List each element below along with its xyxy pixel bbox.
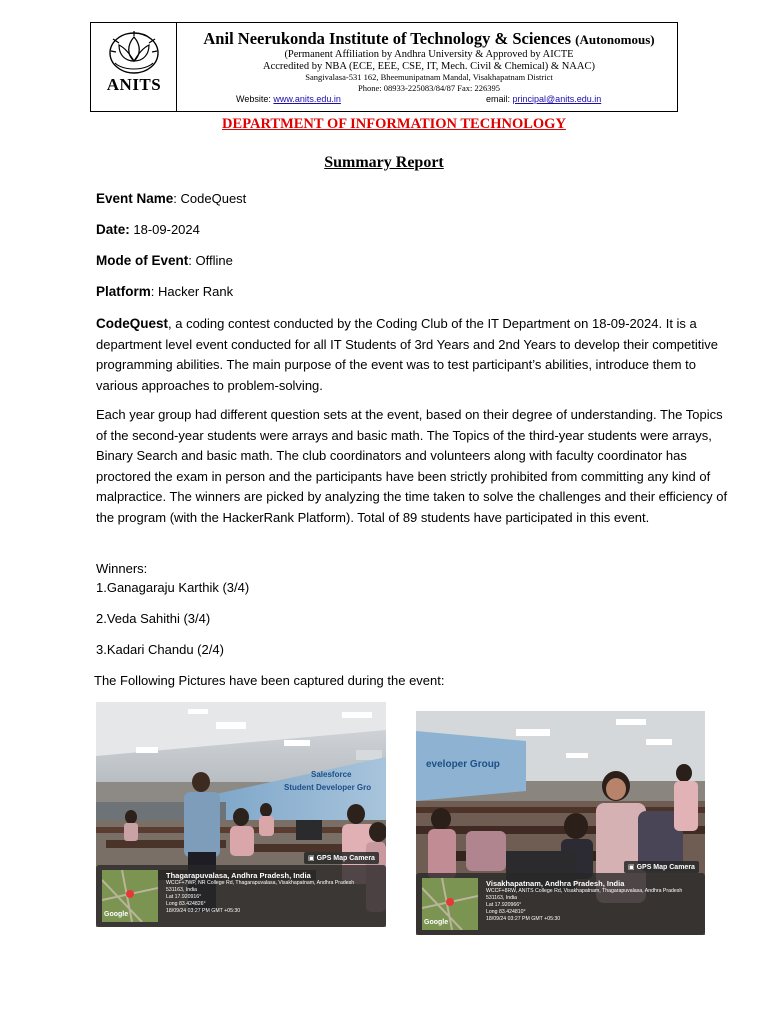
- department-title: DEPARTMENT OF INFORMATION TECHNOLOGY: [222, 116, 566, 132]
- details-paragraph: Each year group had different question sets at the event, based on their degree of understanding. The Topics of the second-year students were arrays and basic math. The Topics of the third-year students were arrays, Binary Search and basic math. The club coordinators and volunteers along with faculty coordinator has proctored the exam in person and the participants have been strictly prohibited from committing any kind of malpractice. The winners are picked by analyzing the time taken to solve the challenges and their efficiency of the program (with the HackerRank Platform). Total of 89 students have participated in this event.: [96, 407, 728, 525]
- winner-item: 3.Kadari Chandu (2/4): [96, 642, 224, 657]
- gps-time: 18/09/24 03:27 PM GMT +05:30: [166, 908, 241, 914]
- gps-pin: 531163, India: [486, 895, 518, 901]
- address-line: Sangivalasa-531 162, Bheemunipatnam Mandal, Visakhapatnam District: [305, 72, 553, 82]
- platform-field: Platform: Hacker Rank: [96, 284, 234, 299]
- gps-time: 18/09/24 03:27 PM GMT +05:30: [486, 916, 561, 922]
- event-photo: [96, 702, 386, 927]
- gps-details: [166, 871, 354, 915]
- autonomous-label: (Autonomous): [575, 32, 655, 47]
- gps-info-card: [416, 873, 705, 935]
- gps-long: Long 83.424810°: [486, 909, 526, 915]
- winners-heading: Winners:: [96, 561, 148, 576]
- google-watermark: Google: [424, 919, 449, 926]
- accreditation-line: Accredited by NBA (ECE, EEE, CSE, IT, Mech. Civil & Chemical) & NAAC): [263, 61, 595, 72]
- camera-icon: ▣: [628, 864, 635, 871]
- gps-place: Visakhapatnam, Andhra Pradesh, India: [486, 879, 625, 888]
- gps-camera-tag: ▣ GPS Map Camera: [304, 852, 379, 864]
- website-link[interactable]: www.anits.edu.in: [273, 94, 341, 104]
- winner-item: 1.Ganagaraju Karthik (3/4): [96, 580, 250, 595]
- website-line: Website: www.anits.edu.in: [236, 94, 341, 104]
- gps-info-card: [96, 865, 386, 927]
- camera-icon: ▣: [308, 855, 315, 862]
- gps-address: WCCF+7WP, NR College Rd, Thagarapuvalasa, Visakhapatnam, Andhra Pradesh: [166, 880, 355, 886]
- lotus-emblem-icon: [99, 29, 169, 77]
- gps-details: [486, 879, 682, 923]
- date-field: Date: 18-09-2024: [96, 222, 200, 237]
- event-name-field: Event Name: CodeQuest: [96, 191, 247, 206]
- institute-name: Anil Neerukonda Institute of Technology & Sciences (Autonomous): [203, 29, 655, 48]
- gps-long: Long 83.424826°: [166, 901, 206, 907]
- pictures-caption: The Following Pictures have been captured during the event:: [94, 673, 445, 688]
- mode-field: Mode of Event: Offline: [96, 253, 233, 268]
- report-title: Summary Report: [324, 154, 444, 171]
- gps-pin: 531163, India: [166, 887, 198, 893]
- gps-address: WCCF+8RW, ANITS College Rd, Visakhapatnam, Thagarapuvalasa, Andhra Pradesh: [486, 888, 683, 894]
- gps-place: Thagarapuvalasa, Andhra Pradesh, India: [166, 871, 311, 880]
- contact-line: Phone: 08933-225083/84/87 Fax: 226395: [358, 83, 500, 93]
- event-photo: [416, 711, 705, 935]
- gps-lat: Lat 17.920916°: [166, 894, 202, 900]
- gps-lat: Lat 17.920966°: [486, 902, 522, 908]
- institute-logo: [91, 23, 177, 111]
- svg-text:eveloper Group: eveloper Group: [426, 759, 500, 770]
- affiliation-line: (Permanent Affiliation by Andhra University & Approved by AICTE: [284, 49, 574, 60]
- logo-text: ANITS: [106, 75, 162, 94]
- winner-item: 2.Veda Sahithi (3/4): [96, 611, 211, 626]
- intro-paragraph: CodeQuest, a coding contest conducted by the Coding Club of the IT Department on 18-09-2024. It is a department level event conducted for all IT Students of 3rd Years and 2nd Years to develop their competitive programming abilities. The main purpose of the event was to test participant’s abilities, introduce them to various approaches to problem-solving.: [96, 316, 718, 393]
- google-watermark: Google: [104, 911, 129, 918]
- email-link[interactable]: principal@anits.edu.in: [512, 94, 602, 104]
- svg-text:Student Developer Gro: Student Developer Gro: [284, 783, 372, 792]
- letterhead: [90, 22, 678, 112]
- gps-camera-tag: ▣ GPS Map Camera: [624, 861, 699, 873]
- svg-text:Salesforce: Salesforce: [311, 770, 352, 779]
- email-line: email: principal@anits.edu.in: [486, 94, 602, 104]
